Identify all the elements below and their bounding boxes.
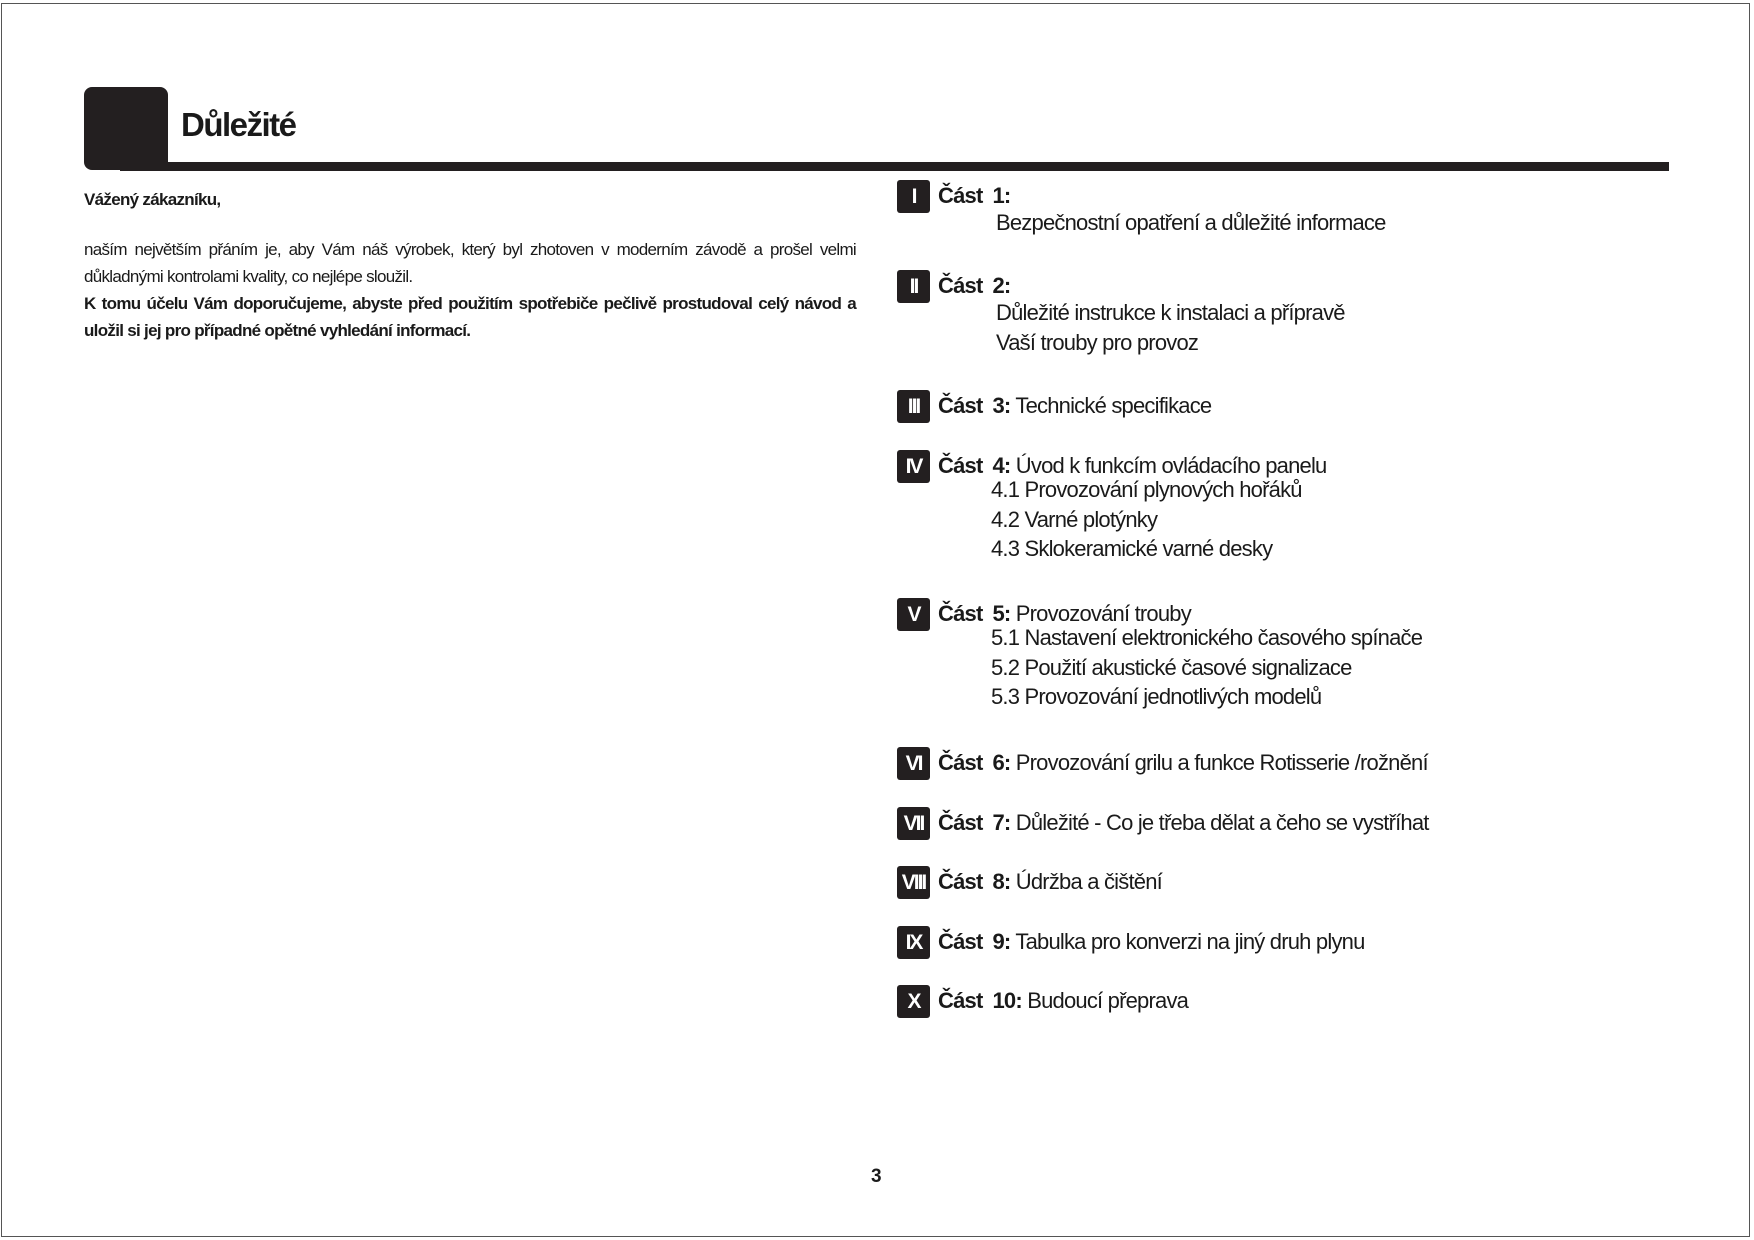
section-label: Část	[938, 869, 983, 894]
section-title: Tabulka pro konverzi na jiný druh plynu	[1015, 929, 1365, 954]
section-heading	[938, 867, 1162, 896]
section-number: 5:	[992, 601, 1011, 626]
section-title: Provozování trouby	[1015, 601, 1191, 626]
section-badge: I	[897, 180, 930, 213]
section-number: 4:	[992, 453, 1011, 478]
section-subitem: 4.1 Provozování plynových hořáků	[991, 477, 1302, 502]
section-label: Část	[938, 929, 983, 954]
section-number: 6:	[992, 750, 1011, 775]
intro-text: naším největším přáním je, aby Vám náš výrobek, který byl zhotoven v moderním závodě a prošel velmi důkladnými kontrolami kvality, co nejlépe sloužil.	[84, 240, 856, 286]
section-badge: VIII	[897, 866, 930, 899]
header-tab-block	[84, 87, 168, 170]
section-subitem: Důležité instrukce k instalaci a přípravě	[996, 300, 1345, 325]
section-number: 10:	[992, 988, 1022, 1013]
page-number: 3	[871, 1166, 882, 1187]
section-heading	[938, 748, 1428, 777]
section-title: Technické specifikace	[1015, 393, 1212, 418]
section-number: 9:	[992, 929, 1011, 954]
section-heading	[938, 808, 1429, 837]
section-subitem: 5.2 Použití akustické časové signalizace	[991, 655, 1352, 680]
section-title: Úvod k funkcím ovládacího panelu	[1015, 453, 1327, 478]
section-subitem: Vaší trouby pro provoz	[996, 330, 1199, 355]
section-heading	[938, 181, 1010, 210]
section-badge: VII	[897, 807, 930, 840]
section-badge: VI	[897, 747, 930, 780]
section-number: 2:	[992, 273, 1011, 298]
section-subitem: 4.2 Varné plotýnky	[991, 507, 1158, 532]
intro-paragraph	[84, 236, 856, 344]
section-label: Část	[938, 810, 983, 835]
section-label: Část	[938, 601, 983, 626]
section-badge: IV	[897, 450, 930, 483]
section-heading	[938, 986, 1188, 1015]
section-label: Část	[938, 750, 983, 775]
section-title: Budoucí přeprava	[1027, 988, 1189, 1013]
section-label: Část	[938, 988, 983, 1013]
page-title: Důležité	[181, 106, 296, 143]
section-heading	[938, 271, 1010, 300]
section-badge: III	[897, 390, 930, 423]
section-label: Část	[938, 393, 983, 418]
section-label: Část	[938, 183, 983, 208]
section-label: Část	[938, 273, 983, 298]
section-number: 1:	[992, 183, 1011, 208]
section-subitem: 5.1 Nastavení elektronického časového spínače	[991, 625, 1423, 650]
section-badge: IX	[897, 926, 930, 959]
header-rule	[120, 162, 1669, 171]
intro-recommendation: K tomu účelu Vám doporučujeme, abyste před použitím spotřebiče pečlivě prostudoval celý návod a uložil si jej pro případné opětné vyhledání informací.	[84, 294, 856, 340]
section-title: Provozování grilu a funkce Rotisserie /rožnění	[1015, 750, 1428, 775]
section-badge: V	[897, 598, 930, 631]
section-title: Důležité - Co je třeba dělat a čeho se vystříhat	[1015, 810, 1429, 835]
section-label: Část	[938, 453, 983, 478]
section-subitem: 5.3 Provozování jednotlivých modelů	[991, 684, 1322, 709]
section-number: 8:	[992, 869, 1011, 894]
greeting: Vážený zákazníku,	[84, 190, 221, 209]
section-badge: II	[897, 270, 930, 303]
section-heading	[938, 391, 1211, 420]
section-number: 3:	[992, 393, 1011, 418]
section-subitem: 4.3 Sklokeramické varné desky	[991, 536, 1273, 561]
section-heading	[938, 927, 1365, 956]
section-subitem: Bezpečnostní opatření a důležité informace	[996, 210, 1386, 235]
section-title: Údržba a čištění	[1015, 869, 1162, 894]
section-number: 7:	[992, 810, 1011, 835]
section-badge: X	[897, 985, 930, 1018]
